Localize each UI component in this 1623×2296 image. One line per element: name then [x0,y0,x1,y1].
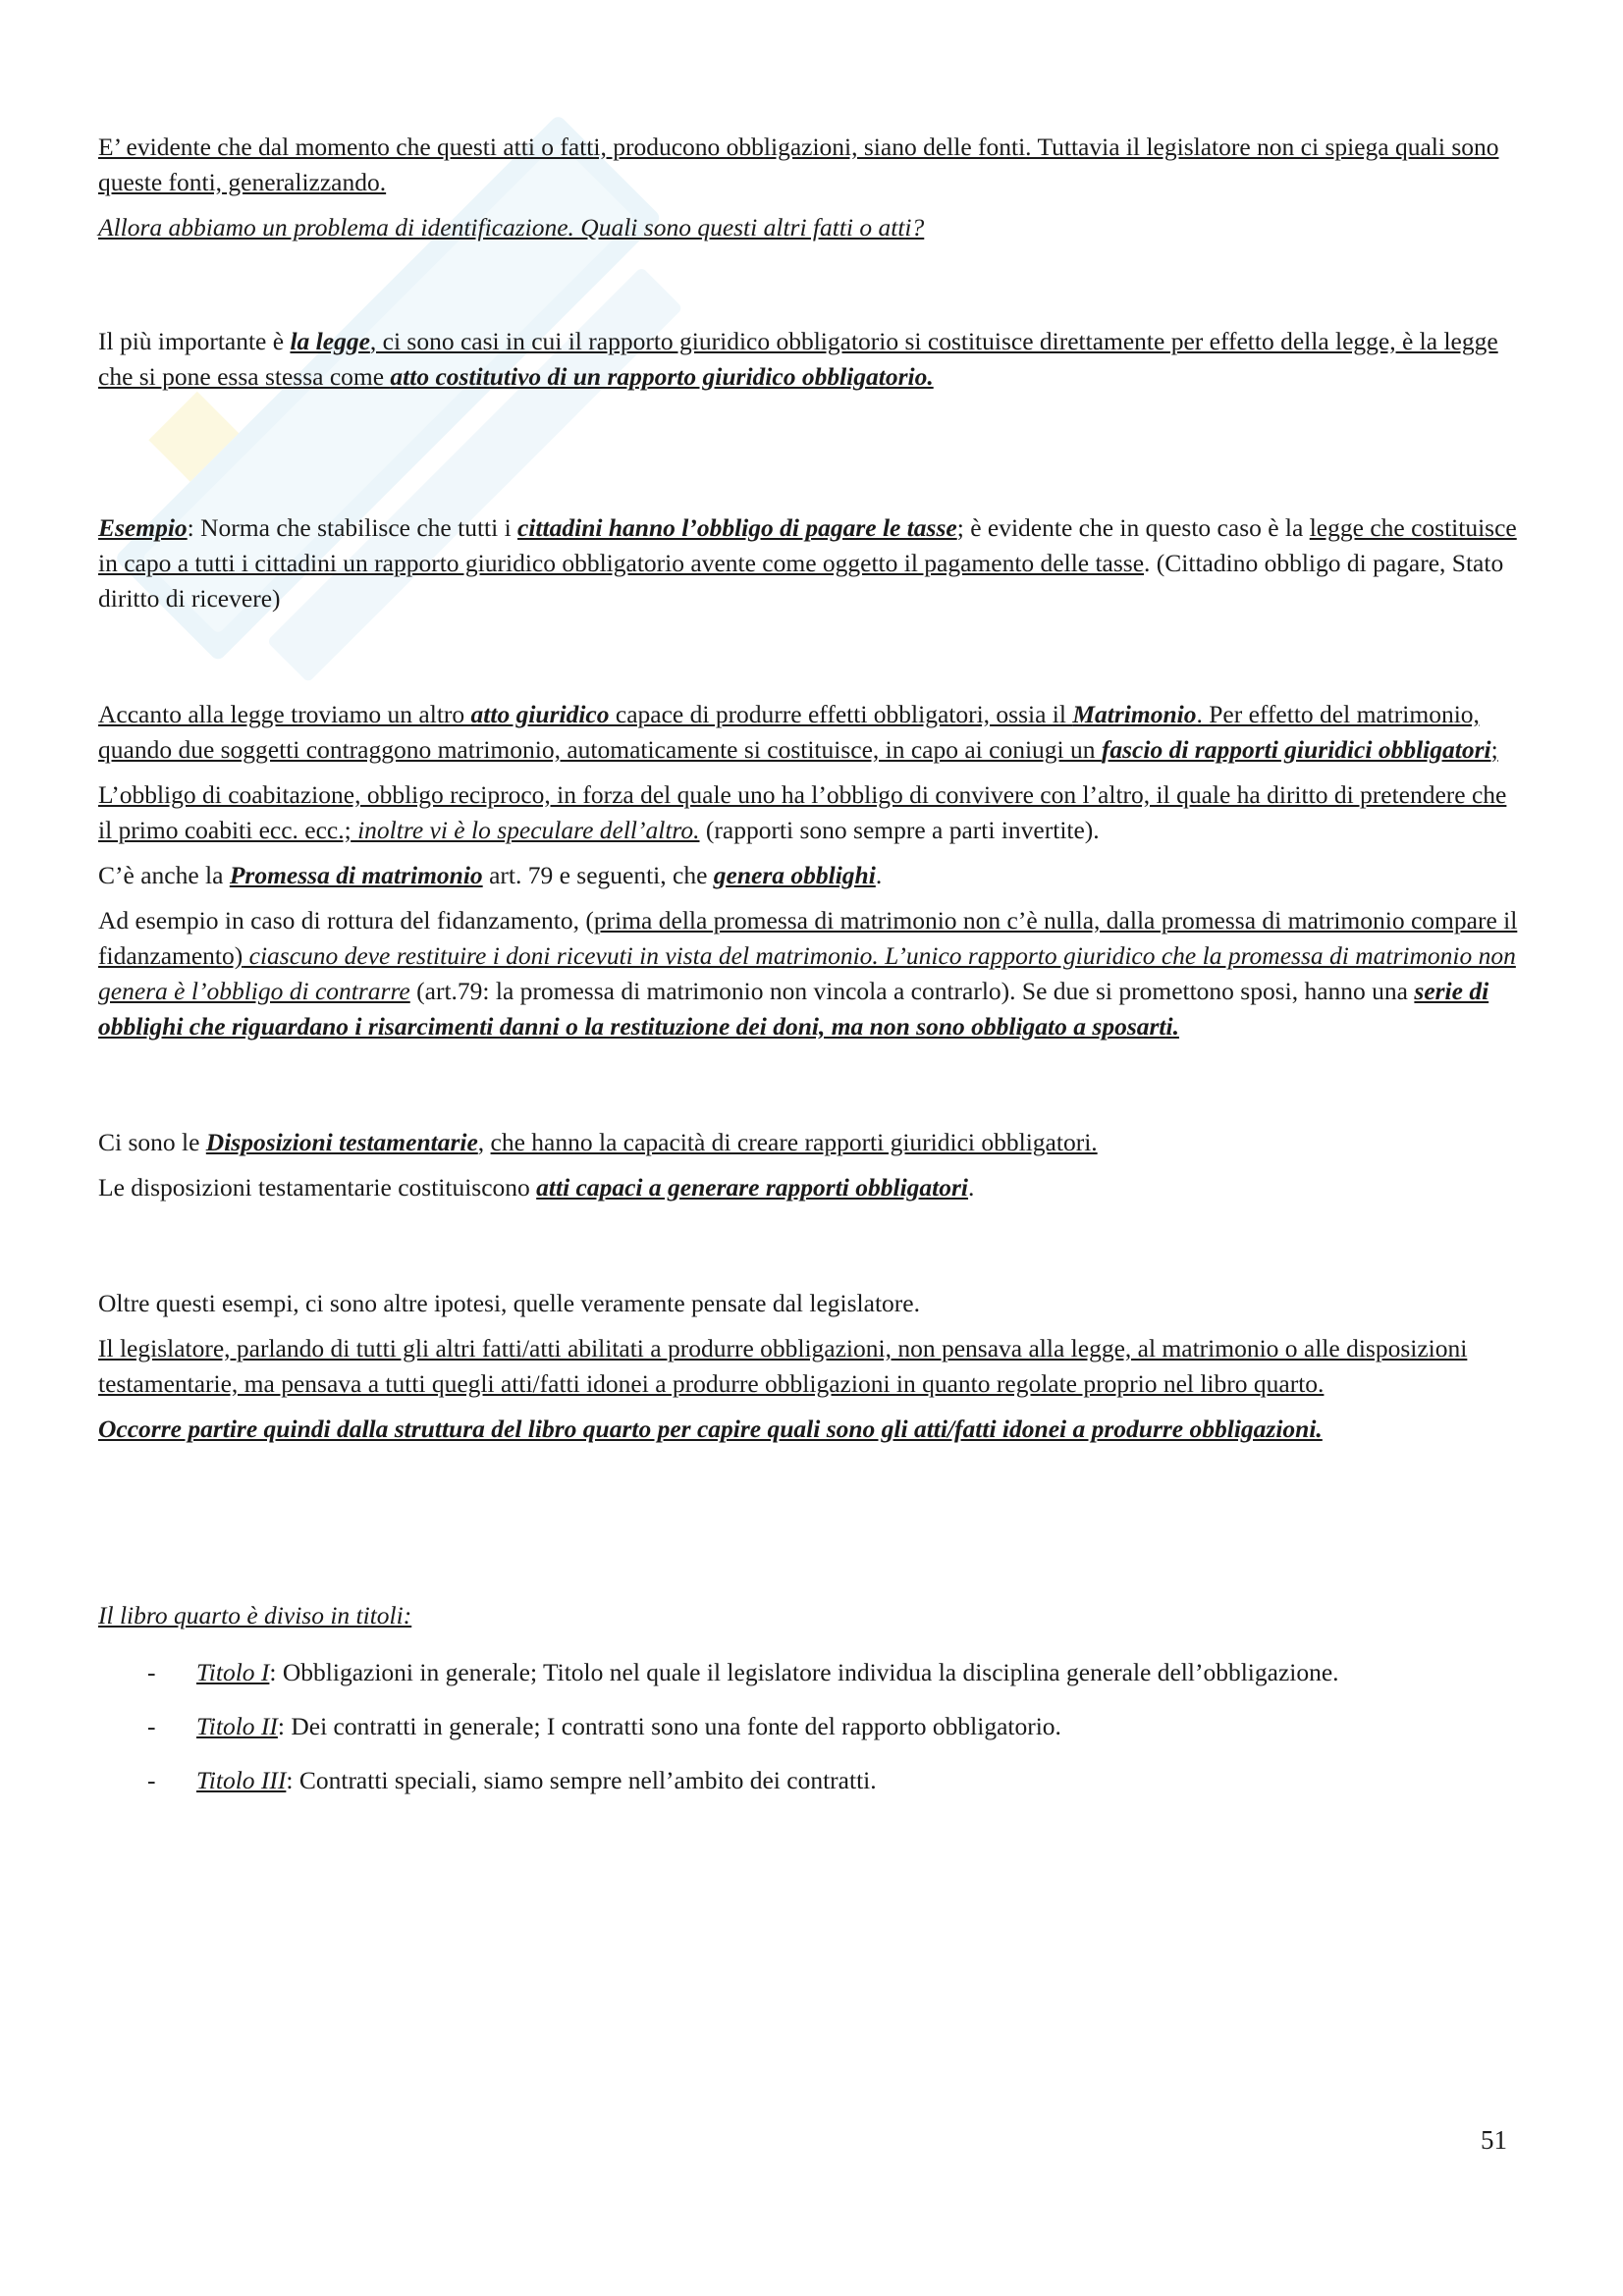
marriage-body: . Per effetto del matrimonio, quando due soggetti contraggono matrimonio, automaticamente si costituisce, in capo ai coniugi un [98,700,1480,764]
promise-term: Promessa di matrimonio [229,861,483,889]
list-item-text: : Obbligazioni in generale; Titolo nel quale il legislatore individua la disciplina generale dell’obbligazione. [269,1658,1339,1686]
list-dash: - [147,1766,156,1794]
paragraph-sources [98,130,1512,200]
testamentary-acts-end: . [968,1173,975,1201]
marriage-term: Matrimonio [1072,700,1197,728]
document-body [98,130,1534,1817]
paragraph-sources-text: E’ evidente che dal momento che questi atti o fatti, producono obbligazioni, siano delle fonti. Tuttavia il legislatore non ci spiega quali sono queste fonti, generalizzando. [98,133,1499,196]
promise-intro: C’è anche la [98,861,230,889]
law-intro: Il più importante è [98,327,291,355]
list-item-text: : Contratti speciali, siamo sempre nell’ambito dei contratti. [286,1766,877,1794]
engagement-before: prima della promessa di matrimonio non c’è nulla, dalla promessa di matrimonio compare il fidanzamento) [98,906,1518,970]
list-item [98,1709,1375,1744]
list-item [98,1655,1375,1690]
example-law: legge che costituisce in capo a tutti i cittadini un rapporto giuridico obbligatorio avente come oggetto il pagamento delle tasse [98,513,1517,577]
other-hypotheses-text: Oltre questi esempi, ci sono altre ipotesi, quelle veramente pensate dal legislatore. [98,1289,920,1317]
paragraph-testamentary [98,1125,1534,1160]
paragraph-promise [98,858,1534,893]
engagement-gifts: ciascuno deve restituire i doni ricevuti in vista del matrimonio. L’unico rapporto giuridico che la promessa di matrimonio non genera è l’obbligo di contrarre [98,941,1516,1005]
testamentary-intro: Ci sono le [98,1128,206,1156]
paragraph-identification-text: Allora abbiamo un problema di identificazione. Quali sono questi altri fatti o atti? [98,213,925,241]
promise-mid: art. 79 e seguenti, che [482,861,714,889]
list-item-text: : Dei contratti in generale; I contratti sono una fonte del rapporto obbligatorio. [277,1712,1061,1740]
example-end: . (Cittadino obbligo di pagare, Stato diritto di ricevere) [98,549,1504,613]
paragraph-engagement [98,903,1532,1044]
paragraph-book-four [98,1412,1453,1447]
list-item-title: Titolo I [196,1658,270,1686]
paragraph-marriage [98,697,1522,768]
paragraph-example [98,510,1522,616]
cohabitation-mirror: inoltre vi è lo speculare dell’altro. [351,816,700,844]
list-item-title: Titolo II [196,1712,278,1740]
paragraph-titles-intro [98,1598,1534,1633]
book-four-text: Occorre partire quindi dalla struttura del libro quarto per capire quali sono gli atti/fatti idonei a produrre obbligazioni. [98,1415,1323,1443]
testamentary-body: che hanno la capacità di creare rapporti giuridici obbligatori. [490,1128,1098,1156]
engagement-art79: (art.79: la promessa di matrimonio non vincola a contrarlo). Se due si promettono sposi, hanno una [409,977,1415,1005]
example-intro: : Norma che stabilisce che tutti i [187,513,518,542]
law-term: la legge [290,327,370,355]
list-dash: - [147,1712,156,1740]
example-mid: ; è evidente che in questo caso è la [956,513,1310,542]
testamentary-acts-term: atti capaci a generare rapporti obbligatori [536,1173,969,1201]
page-number: 51 [1481,2125,1507,2155]
law-conclusion: atto costitutivo di un rapporto giuridico obbligatorio. [390,362,934,391]
promise-obligations: genera obblighi [713,861,876,889]
engagement-intro: Ad esempio in caso di rottura del fidanzamento, ( [98,906,594,934]
testamentary-acts-intro: Le disposizioni testamentarie costituiscono [98,1173,537,1201]
example-taxes: cittadini hanno l’obbligo di pagare le tasse [517,513,957,542]
cohabitation-text: L’obbligo di coabitazione, obbligo reciproco, in forza del quale uno ha l’obbligo di convivere con l’altro, il quale ha diritto di pretendere che il primo coabiti ecc. ecc.; [98,780,1507,844]
paragraph-cohabitation [98,777,1522,848]
engagement-obligations: serie di obblighi che riguardano i risarcimenti danni o la restituzione dei doni, ma non sono obbligato a sposarti. [98,977,1489,1041]
legislator-text: Il legislatore, parlando di tutti gli altri fatti/atti abilitati a produrre obbligazioni, non pensava alla legge, al matrimonio o alle disposizioni testamentarie, ma pensava a tutti quegli atti/fatti idonei a produrre obbligazioni in quanto regolate proprio nel libro quarto. [98,1334,1468,1398]
promise-end: . [875,861,883,889]
paragraph-law [98,324,1522,395]
paragraph-other-hypotheses [98,1286,1534,1321]
example-label: Esempio [98,513,188,542]
list-item [98,1763,1375,1798]
marriage-bundle: fascio di rapporti giuridici obbligatori [1101,735,1491,764]
paragraph-legislator [98,1331,1532,1402]
list-dash: - [147,1658,156,1686]
law-body: , ci sono casi in cui il rapporto giuridico obbligatorio si costituisce direttamente per effetto della legge, è la legge che si pone essa stessa come [98,327,1498,391]
titles-intro-text: Il libro quarto è diviso in titoli: [98,1601,412,1629]
testamentary-comma: , [477,1128,491,1156]
paragraph-identification [98,210,1534,245]
cohabitation-note: (rapporti sono sempre a parti invertite). [699,816,1100,844]
titles-list [98,1655,1375,1798]
marriage-intro: Accanto alla legge troviamo un altro [98,700,471,728]
paragraph-testamentary-acts [98,1170,1534,1205]
marriage-act: atto giuridico [470,700,610,728]
list-item-title: Titolo III [196,1766,287,1794]
marriage-end: ; [1490,735,1498,764]
marriage-mid: capace di produrre effetti obbligatori, ossia il [609,700,1073,728]
testamentary-term: Disposizioni testamentarie [205,1128,478,1156]
